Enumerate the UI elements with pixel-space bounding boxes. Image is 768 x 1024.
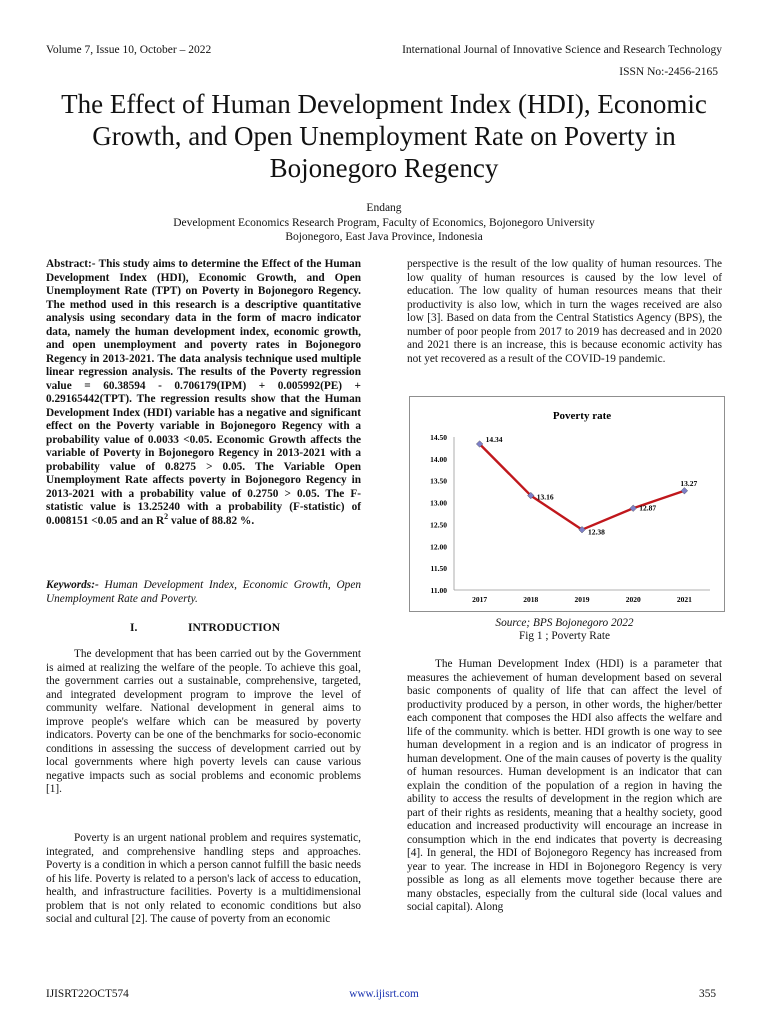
x-tick-label: 2020 — [625, 595, 641, 604]
chart-title: Poverty rate — [552, 410, 612, 422]
y-tick-label: 14.00 — [430, 454, 447, 464]
y-tick-label: 11.00 — [430, 586, 447, 595]
keywords-label: Keywords:- — [46, 579, 99, 591]
y-tick-label: 13.00 — [430, 498, 447, 508]
journal-name: International Journal of Innovative Science and Research Technology — [402, 44, 722, 56]
paragraph-text: The development that has been carried out by the Government is aimed at realizing the welfare of the people. To achieve this goal, the government carries out a sustainable, comprehensive, targeted, and integrated development program to improve the level of community welfare. National development in general aims to improve people's welfare which can be measured by poverty indicators. Poverty can be one of the benchmarks for socio-economic conditions in assessing the success of development carried out by local governments where high poverty levels can cause various negative impacts such as social problems and economic problems [1]. — [46, 648, 361, 795]
issn: ISSN No:-2456-2165 — [619, 66, 718, 78]
section-number: I. — [130, 622, 138, 634]
y-tick-label: 12.00 — [430, 542, 447, 552]
volume-issue: Volume 7, Issue 10, October – 2022 — [46, 44, 212, 56]
paragraph-text: The Human Development Index (HDI) is a parameter that measures the achievement of human development based on several basic components of quality of life that can affect the level of productivity produced by a person, in other words, the higher/better each component that composes the HDI also affects the welfare and life of the community. which is better. HDI growth is one way to see human development in a region and is an indicator of progress in human development. One of the main causes of poverty is the quality of human resources. Human development is an indicator that can explain the condition of the population of a region in having the ability to access the results of development in the region which are part of their rights as residents, meaning that a healthy society, good education and increased productivity will encourage an increase in consumption which in the end indicates that poverty is decreasing [4]. In general, the HDI of Bojonegoro Regency has increased from year to year. The increase in HDI in Bojonegoro Regency is very possible as long as all elements move together because there are many obstacles, especially from the cultural side (local values and social capital). Along — [407, 658, 722, 913]
data-value-label: 14.34 — [485, 434, 503, 444]
abstract-text: Abstract:- This study aims to determine the Effect of the Human Development Index (HDI), Economic Growth, and Open Unemployment Rate (TPT) on Poverty in Bojonegoro Regency. The method used in this research is a descriptive quantitative analysis using secondary data in the form of macro indicator data, namely the human development index, economic growth, and open unemployment and poverty rates in Bojonegoro Regency in 2013-2021. The data analysis technique used multiple linear regression analysis. The results of the Poverty regression value = 60.38594 - 0.706179(IPM) + 0.005992(PE) + 0.29165442(TPT). The regression results show that the Human Development Index (HDI) variable has a negative and significant effect on the Poverty variable in Bojonegoro Regency with a probability value of 0.0033 <0.05. Economic Growth affects the variable of Poverty in Bojonegoro Regency in 2013-2021 with a probability value of 0.8275 > 0.05. The Variable Open Unemployment Rate affects poverty in Bojonegoro Regency in 2013-2021 with a probability value of 0.2750 > 0.05. The F-statistic value is 13.25240 with a probability (F-statistic) of 0.008151 <0.05 and an R — [46, 258, 361, 527]
author: Endang — [366, 202, 402, 214]
data-value-label: 13.27 — [680, 478, 698, 488]
keywords — [46, 579, 361, 606]
paragraph-text: perspective is the result of the low quality of human resources. The low quality of human resources is caused by the low level of education. The low quality of human resources means that their productivity is also low, which in turn the wages received are also low [3]. Based on data from the Central Statistics Agency (BPS), the number of poor people from 2017 to 2019 has decreased and in 2020 and 2021 there is an increase, this is because economic activity has not yet recovered as a result of the COVID-19 pandemic. — [407, 258, 722, 365]
y-tick-label: 13.50 — [430, 476, 447, 486]
journal-url[interactable]: www.ijisrt.com — [349, 988, 419, 1000]
right-paragraph-1 — [407, 258, 722, 366]
intro-paragraph-1 — [46, 648, 361, 797]
keywords-text: Human Development Index, Economic Growth, Open Unemployment Rate and Poverty. — [46, 579, 361, 605]
abstract — [46, 258, 361, 528]
poverty-rate-chart — [409, 396, 725, 612]
paper-title: The Effect of Human Development Index (HDI), Economic Growth, and Open Unemployment Rate on Poverty in Bojonegoro Regency — [61, 89, 707, 183]
y-tick-label: 14.50 — [430, 433, 447, 442]
data-value-label: 12.87 — [639, 503, 657, 513]
x-tick-label: 2018 — [523, 595, 539, 604]
article-code: IJISRT22OCT574 — [46, 988, 129, 1000]
x-tick-label: 2019 — [574, 595, 590, 604]
figure-caption: Fig 1 ; Poverty Rate — [519, 630, 610, 642]
abstract-text-end: value of 88.82 %. — [168, 514, 255, 527]
y-tick-label: 11.50 — [430, 564, 447, 574]
data-point-marker — [681, 487, 688, 494]
data-value-label: 13.16 — [536, 492, 554, 502]
right-paragraph-2 — [407, 658, 722, 915]
figure-source: Source; BPS Bojonegoro 2022 — [495, 617, 634, 629]
y-tick-label: 12.50 — [430, 520, 447, 530]
affiliation-line-1: Development Economics Research Program, Faculty of Economics, Bojonegoro University — [173, 217, 595, 229]
page-number: 355 — [699, 988, 716, 1000]
intro-paragraph-2 — [46, 832, 361, 927]
poverty-series-line — [480, 444, 685, 530]
x-tick-label: 2017 — [472, 595, 488, 604]
x-tick-label: 2021 — [676, 595, 692, 604]
r-squared-superscript: 2 — [164, 511, 169, 521]
data-value-label: 12.38 — [588, 527, 605, 537]
paragraph-text: Poverty is an urgent national problem and requires systematic, integrated, and comprehensive handling steps and approaches. Poverty is a condition in which a person cannot fulfill the basic needs of his life. Poverty is related to a person's lack of access to education, health, and infrastructure facilities. Poverty is a multidimensional problem that is not only related to economic conditions but also social and cultural [2]. The cause of poverty from an economic — [46, 832, 361, 925]
affiliation-line-2: Bojonegoro, East Java Province, Indonesia — [285, 231, 483, 243]
section-title: INTRODUCTION — [188, 622, 281, 634]
chart-svg — [410, 397, 724, 611]
data-point-marker — [630, 505, 637, 512]
